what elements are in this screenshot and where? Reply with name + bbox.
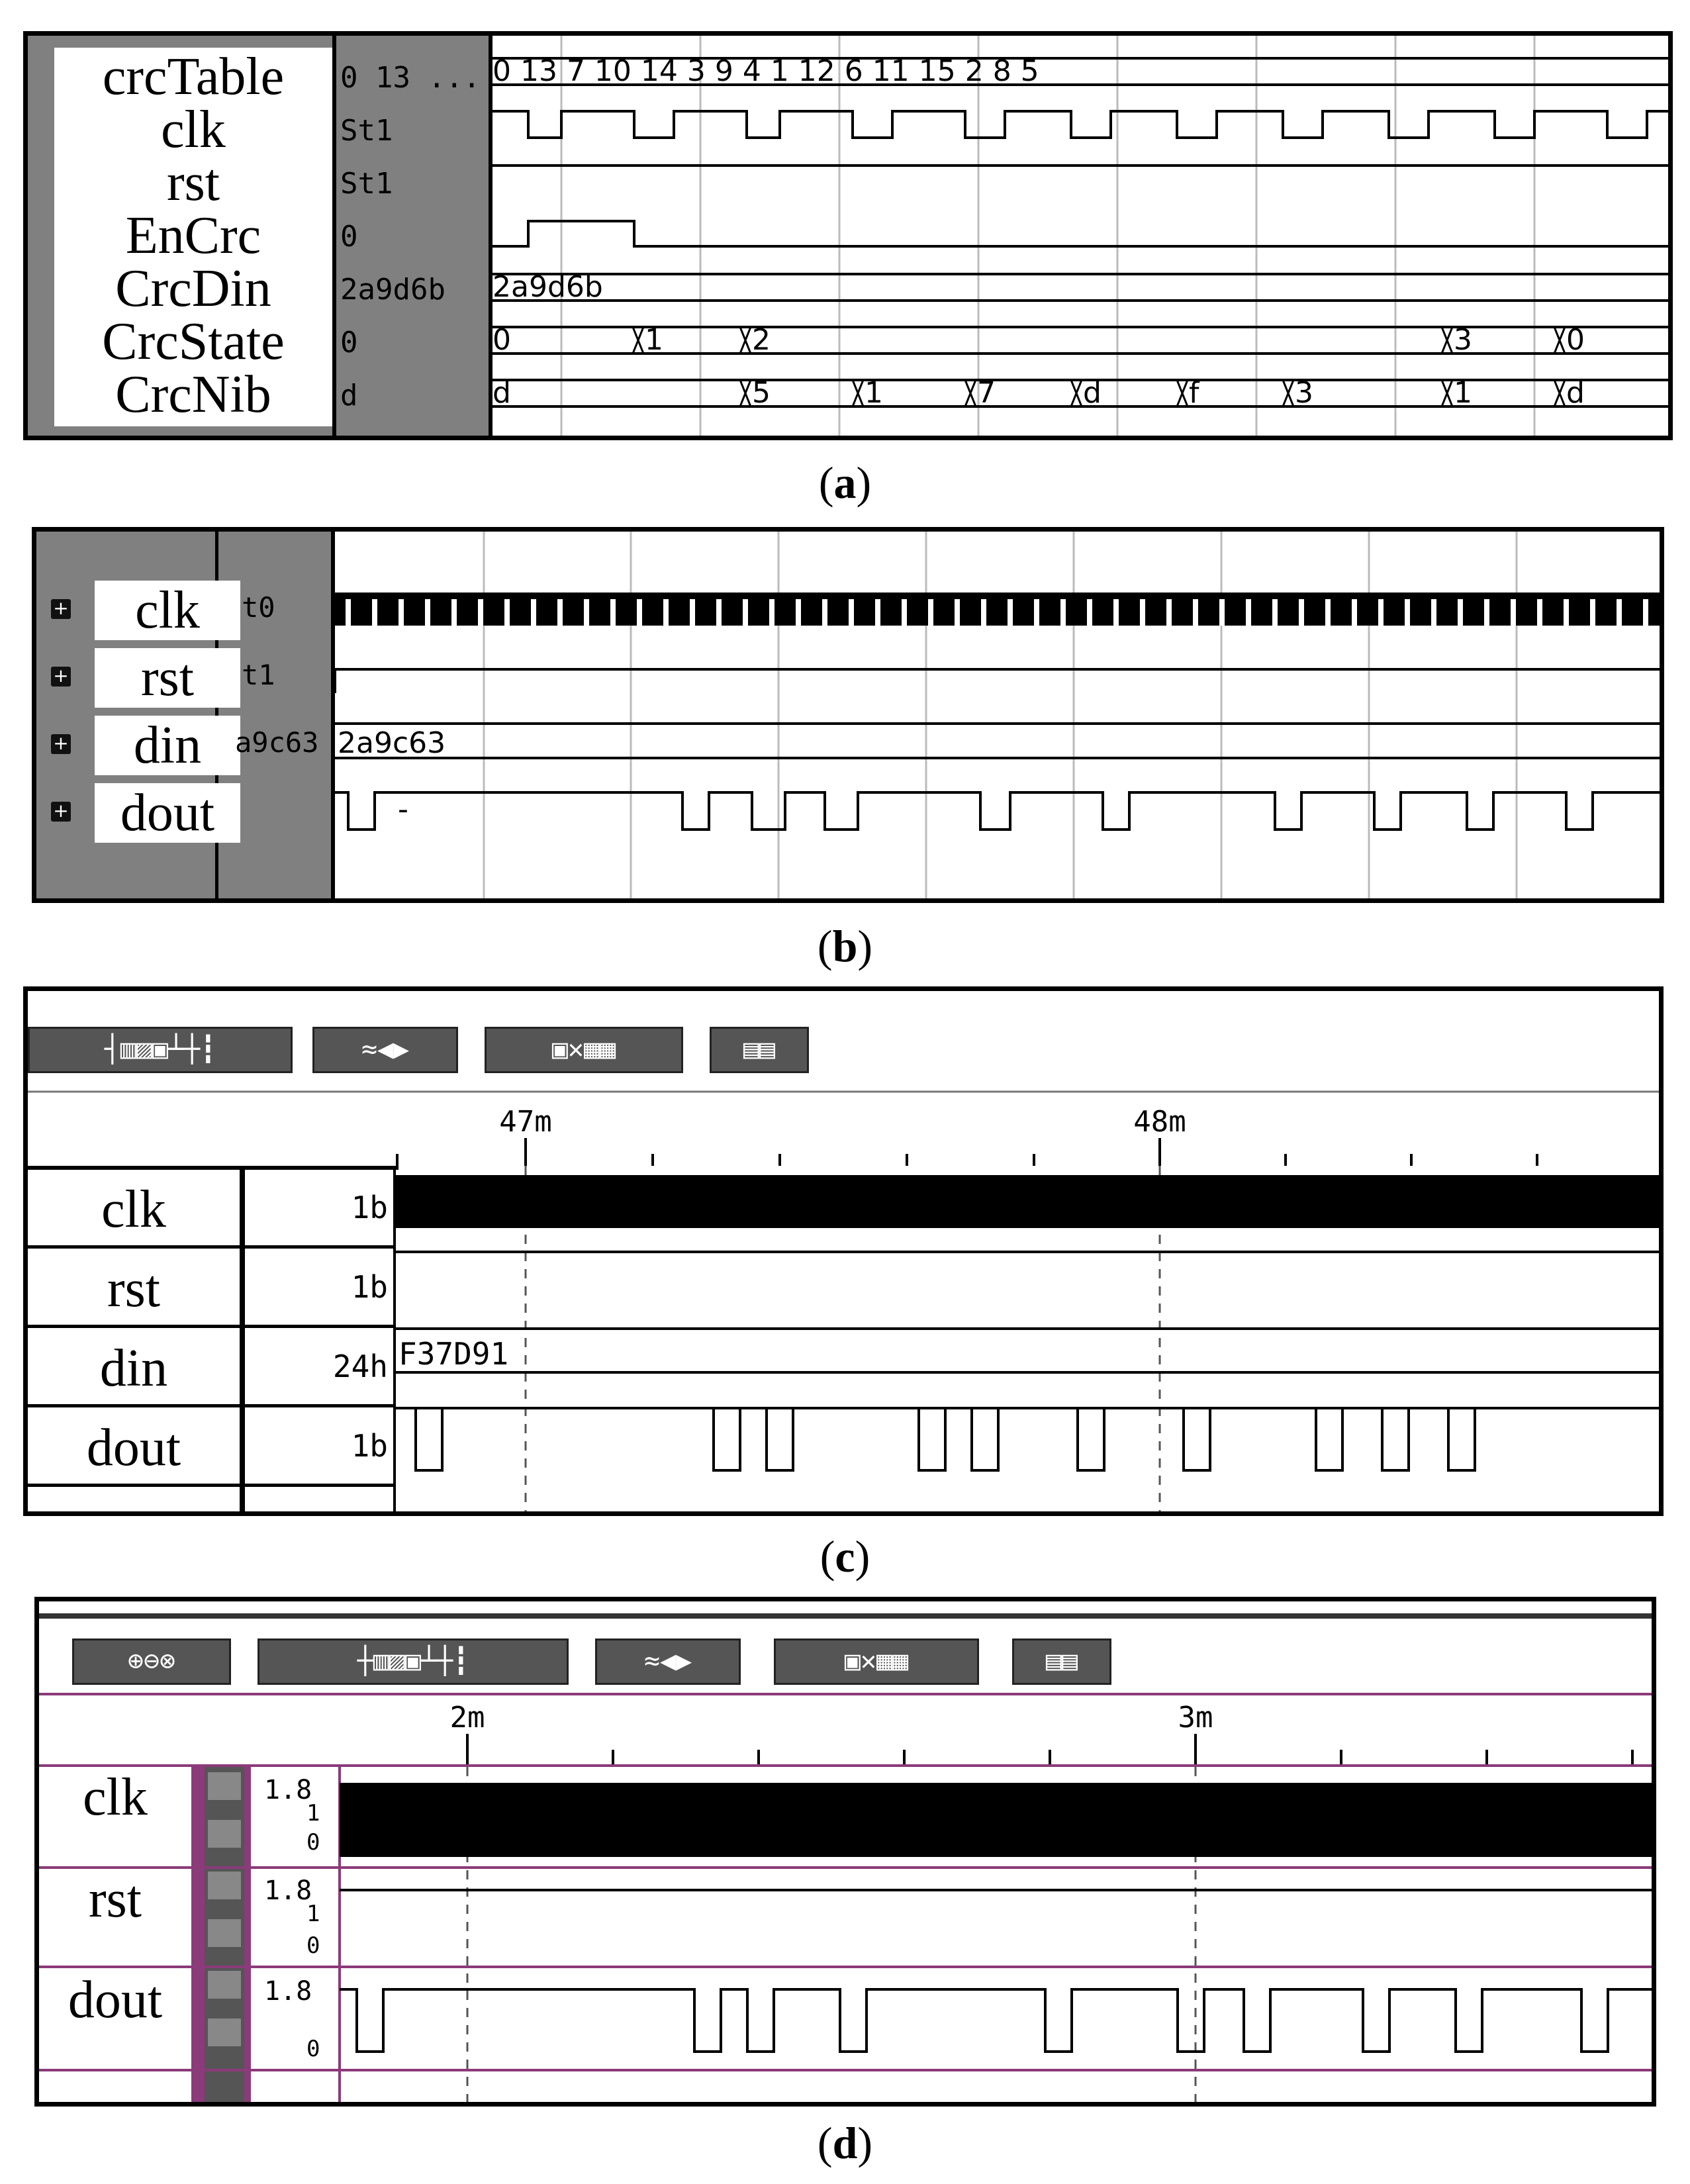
panel-b-label-dout: dout	[95, 783, 240, 843]
panel-d-clk-trace	[340, 1783, 1652, 1857]
panel-a-label-rst: rst	[167, 154, 220, 212]
panel-a-label-crcstate: CrcState	[102, 312, 285, 371]
panel-c-label-dout: dout	[86, 1419, 181, 1477]
panel-a-crcstate-seg-2: 2	[752, 323, 771, 357]
panel-a-crcnib-seg-3: 7	[977, 376, 996, 410]
panel-d-label-dout: dout	[68, 1971, 163, 2029]
panel-b-expand-rst[interactable]: +	[51, 667, 71, 687]
panel-d-toolbar-group-2[interactable]: ≈◀▶	[595, 1638, 741, 1685]
panel-d-tick-clk-low: 0	[306, 1829, 320, 1856]
panel-a-value-crcnib: d	[340, 379, 358, 412]
panel-a-label-clk: clk	[161, 101, 226, 159]
panel-d-scroll-down-clk[interactable]	[208, 1820, 241, 1848]
panel-a-value-clk: St1	[340, 114, 393, 148]
panel-c-row-sep-3	[28, 1404, 396, 1407]
panel-c-value-rst: 1b	[351, 1269, 388, 1305]
panel-d-tick-clk-mid: 1	[306, 1800, 320, 1827]
panel-c-toolbar-group-4[interactable]: ▤▤	[710, 1027, 809, 1073]
panel-b-label-rst: rst	[95, 648, 240, 708]
panel-d-top-rule	[39, 1613, 1652, 1619]
caption-d: (d)	[817, 2118, 873, 2168]
panel-b-dout-dash: -	[398, 792, 408, 826]
panel-a-crcnib-seg-6: 3	[1295, 376, 1313, 410]
panel-c-din-text: F37D91	[399, 1336, 509, 1372]
panel-c-col-divider-1	[240, 1166, 245, 1516]
panel-b-label-din: din	[95, 716, 240, 775]
panel-d-scroll-down-dout[interactable]	[208, 2018, 241, 2046]
panel-a-crcstate-seg-4: 0	[1566, 323, 1585, 357]
panel-c-clk-trace	[396, 1175, 1659, 1228]
panel-b-waveform	[32, 527, 1664, 903]
panel-d-tick-rst-high: 1.8	[264, 1875, 312, 1906]
panel-a-crcdin-text: 2a9d6b	[493, 270, 603, 304]
panel-a-crcnib-seg-0: d	[493, 376, 511, 410]
caption-a: (a)	[818, 457, 872, 508]
panel-b-value-din: a9c63	[235, 726, 319, 759]
panel-b-expand-clk[interactable]: +	[51, 599, 71, 619]
panel-c-toolbar-group-1[interactable]: ┤▥▨▣┴┼┇	[28, 1027, 293, 1073]
panel-a-crcstate-seg-3: 3	[1454, 323, 1472, 357]
panel-c-label-clk: clk	[101, 1180, 166, 1239]
panel-a-value-crctable: 0 13 ...	[340, 61, 481, 95]
panel-c-marker-47m: 47m	[499, 1105, 552, 1139]
panel-d-zoom-buttons[interactable]: ⊕⊖⊗	[72, 1638, 231, 1685]
panel-d-label-rst: rst	[89, 1870, 142, 1928]
panel-a-value-crcstate: 0	[340, 326, 358, 359]
panel-a-crcstate-seg-1: 1	[645, 323, 663, 357]
panel-d-tick-dout-low: 0	[306, 2036, 320, 2062]
panel-a-value-rst: St1	[340, 167, 393, 201]
panel-a-crcnib-seg-2: 1	[865, 376, 883, 410]
panel-c-wave-area	[396, 1166, 1659, 1516]
panel-c-value-clk: 1b	[351, 1190, 388, 1225]
panel-a-crcnib-seg-7: 1	[1454, 376, 1472, 410]
panel-d-waveform	[34, 1597, 1656, 2107]
panel-c-value-dout: 1b	[351, 1428, 388, 1464]
panel-a-crctable-text: 0 13 7 10 14 3 9 4 1 12 6 11 15 2 8 5	[493, 54, 1039, 88]
panel-d-toolbar-group-1[interactable]: ┼▥▨▣┴┼┇	[258, 1638, 569, 1685]
panel-c-row-sep-4	[28, 1484, 396, 1487]
panel-b-value-clk: t0	[242, 591, 275, 624]
panel-a-label-crctable: crcTable	[102, 48, 285, 106]
panel-a-value-crcdin: 2a9d6b	[340, 273, 446, 307]
panel-c-waveform	[23, 986, 1664, 1516]
panel-a-label-encrc: EnCrc	[125, 207, 261, 265]
panel-a-waveform	[23, 31, 1673, 440]
panel-d-scroll-down-rst[interactable]	[208, 1919, 241, 1947]
panel-b-din-text: 2a9c63	[338, 726, 446, 760]
panel-c-marker-48m: 48m	[1133, 1105, 1186, 1139]
panel-d-label-clk: clk	[83, 1768, 148, 1827]
panel-c-time-ruler	[28, 1092, 1659, 1171]
caption-c: (c)	[820, 1531, 870, 1582]
panel-a-crcnib-seg-4: d	[1083, 376, 1102, 410]
panel-a-crcnib-seg-1: 5	[752, 376, 771, 410]
panel-c-label-din: din	[99, 1339, 168, 1398]
panel-b-label-clk: clk	[95, 581, 240, 640]
panel-a-crcnib-seg-5: f	[1189, 376, 1199, 410]
panel-c-label-rst: rst	[107, 1260, 160, 1318]
panel-c-value-din: 24h	[332, 1349, 388, 1384]
panel-a-label-crcnib: CrcNib	[115, 365, 271, 424]
panel-d-toolbar-group-4[interactable]: ▤▤	[1012, 1638, 1111, 1685]
panel-a-crcstate-seg-0: 0	[493, 323, 511, 357]
panel-a-label-crcdin: CrcDin	[115, 260, 271, 318]
panel-d-marker-2m: 2m	[449, 1701, 485, 1734]
panel-a-value-encrc: 0	[340, 220, 358, 254]
panel-b-expand-din[interactable]: +	[51, 734, 71, 754]
panel-a-wave-area	[489, 36, 1673, 436]
panel-d-marker-3m: 3m	[1178, 1701, 1213, 1734]
panel-d-tick-dout-high: 1.8	[264, 1976, 312, 2007]
panel-d-time-ruler	[39, 1694, 1652, 1767]
panel-d-tick-clk-high: 1.8	[264, 1775, 312, 1805]
panel-d-scroll-up-clk[interactable]	[208, 1772, 241, 1800]
panel-b-expand-dout[interactable]: +	[51, 802, 71, 822]
panel-d-toolbar-group-3[interactable]: ▣✕▦▦	[774, 1638, 979, 1685]
panel-d-scroll-up-dout[interactable]	[208, 1971, 241, 1999]
panel-a-crcnib-seg-8: d	[1566, 376, 1585, 410]
panel-d-wave-area	[340, 1767, 1652, 2102]
panel-c-row-sep-1	[28, 1245, 396, 1249]
caption-b: (b)	[817, 921, 873, 971]
panel-b-wave-area	[335, 532, 1664, 898]
panel-d-tick-rst-low: 0	[306, 1932, 320, 1959]
panel-c-row-sep-2	[28, 1325, 396, 1328]
panel-b-value-rst: t1	[242, 659, 275, 691]
panel-d-scroll-up-rst[interactable]	[208, 1872, 241, 1899]
panel-c-toolbar-group-3[interactable]: ▣✕▦▦	[485, 1027, 683, 1073]
panel-c-toolbar-group-2[interactable]: ≈◀▶	[312, 1027, 458, 1073]
panel-d-tick-rst-mid: 1	[306, 1901, 320, 1927]
